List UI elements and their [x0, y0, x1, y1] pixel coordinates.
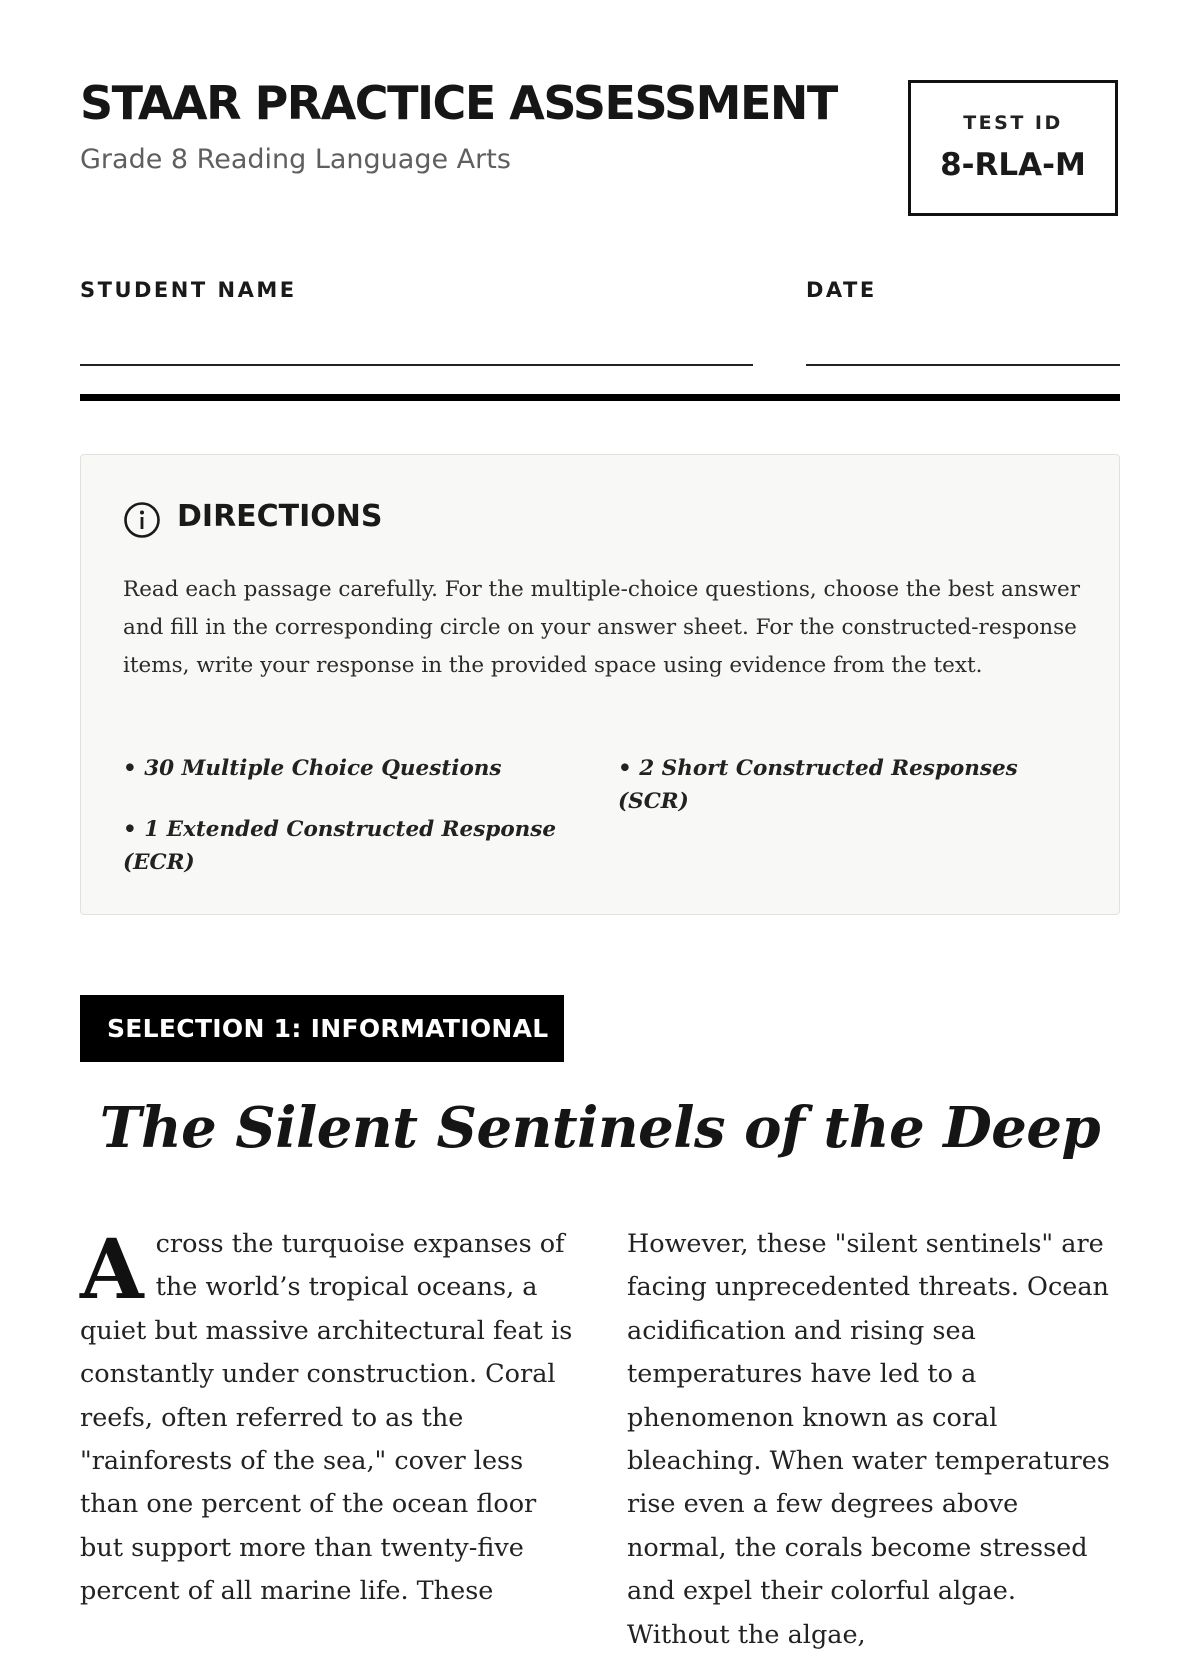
test-id-label: TEST ID: [963, 112, 1063, 134]
passage-column-right: [627, 1223, 1124, 1657]
student-name-label: STUDENT NAME: [80, 278, 297, 302]
header-divider: [80, 394, 1120, 401]
test-id-box: [908, 80, 1118, 216]
info-icon: [123, 501, 161, 539]
directions-item: • 1 Extended Constructed Response (ECR): [123, 817, 557, 875]
directions-text: Read each passage carefully. For the multiple-choice questions, choose the best answer and fill in the corresponding circle on your answer sheet. For the constructed-response items, write your response in the provided space using evidence from the text.: [123, 577, 1081, 678]
directions-title: DIRECTIONS: [177, 499, 383, 534]
passage-title: The Silent Sentinels of the Deep: [99, 1095, 1101, 1161]
page-title: STAAR PRACTICE ASSESSMENT: [80, 76, 837, 130]
test-id-value: 8-RLA-M: [940, 147, 1086, 183]
passage-text-left: cross the turquoise expanses of the world’s tropical oceans, a quiet but massive architectural feat is constantly under construction. Coral reefs, often referred to as the "rainforests of the sea," cover less than one percent of the ocean floor but support more than twenty-five percent of all marine life. These: [80, 1229, 573, 1607]
passage-column-left: [80, 1223, 580, 1614]
passage-text-right: However, these "silent sentinels" are facing unprecedented threats. Ocean acidification and rising sea temperatures have led to a phenomenon known as coral bleaching. When water temperatures rise even a few degrees above normal, the corals become stressed and expel their colorful algae. Without the algae,: [627, 1229, 1110, 1650]
directions-item: • 2 Short Constructed Responses (SCR): [618, 756, 1018, 814]
directions-panel: [80, 454, 1120, 915]
date-field[interactable]: [806, 364, 1120, 366]
directions-item: • 30 Multiple Choice Questions: [123, 756, 502, 781]
drop-cap: A: [80, 1222, 144, 1318]
page-subtitle: Grade 8 Reading Language Arts: [80, 144, 511, 175]
selection-tag: SELECTION 1: INFORMATIONAL: [80, 995, 564, 1062]
date-label: DATE: [806, 278, 877, 302]
student-name-field[interactable]: [80, 364, 753, 366]
